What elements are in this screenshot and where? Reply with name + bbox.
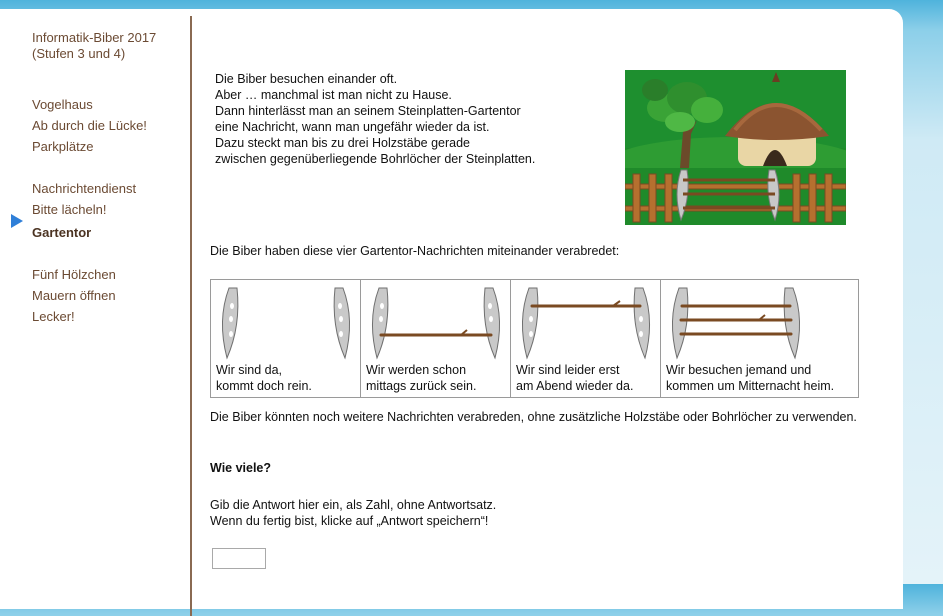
instruction-line2: Wenn du fertig bist, klicke auf „Antwort speichern“! <box>210 514 489 528</box>
intro-line: zwischen gegenüberliegende Bohrlöcher der Steinplatten. <box>215 152 536 166</box>
sidebar-item-bitte-laecheln[interactable]: Bitte lächeln! <box>32 202 107 217</box>
sidebar-item-parkplaetze[interactable]: Parkplätze <box>32 139 94 154</box>
messages-table <box>210 279 859 398</box>
message-text <box>666 362 834 394</box>
message-text <box>216 362 312 394</box>
message-line2: mittags zurück sein. <box>366 379 477 393</box>
instruction-line1: Gib die Antwort hier ein, als Zahl, ohne Antwortsatz. <box>210 498 497 512</box>
message-cell-4 <box>661 280 859 398</box>
message-line2: am Abend wieder da. <box>516 379 634 393</box>
message-text <box>366 362 476 394</box>
message-cell-1 <box>211 280 361 398</box>
message-cell-2 <box>361 280 511 398</box>
question-heading: Wie viele? <box>210 461 272 475</box>
intro-line: Dazu steckt man bis zu drei Holzstäbe gerade <box>215 136 470 150</box>
intro-line: eine Nachricht, wann man ungefähr wieder da ist. <box>215 120 490 134</box>
garden-gate-illustration <box>625 70 846 225</box>
sidebar-item-mauern-oeffnen[interactable]: Mauern öffnen <box>32 288 116 303</box>
intro-line: Dann hinterlässt man an seinem Steinplatten-Gartentor <box>215 104 521 118</box>
intro-text <box>215 71 535 167</box>
sidebar-title-line1: Informatik-Biber 2017 <box>32 30 157 45</box>
answer-instructions <box>210 497 496 529</box>
message-line2: kommt doch rein. <box>216 379 312 393</box>
gate-no-sticks-icon <box>213 282 359 362</box>
active-item-arrow-icon <box>11 214 23 228</box>
intro-line: Aber … manchmal ist man nicht zu Hause. <box>215 88 452 102</box>
message-line1: Wir sind da, <box>216 363 282 377</box>
gate-top-stick-icon <box>513 282 659 362</box>
gate-bottom-stick-icon <box>363 282 509 362</box>
sidebar-title-line2: (Stufen 3 und 4) <box>32 46 126 61</box>
sidebar-divider <box>190 16 192 616</box>
answer-input[interactable] <box>212 548 266 569</box>
sidebar-item-gartentor[interactable]: Gartentor <box>32 225 92 240</box>
message-line2: kommen um Mitternacht heim. <box>666 379 835 393</box>
message-cell-3 <box>511 280 661 398</box>
intro-line: Die Biber besuchen einander oft. <box>215 72 398 86</box>
message-line1: Wir besuchen jemand und <box>666 363 812 377</box>
additional-messages-text: Die Biber könnten noch weitere Nachrichten verabreden, ohne zusätzliche Holzstäbe oder Bohrlöcher zu verwenden. <box>210 410 857 424</box>
messages-lead-text: Die Biber haben diese vier Gartentor-Nachrichten miteinander verabredet: <box>210 244 620 258</box>
sidebar-title <box>32 30 156 62</box>
sidebar-item-lecker[interactable]: Lecker! <box>32 309 75 324</box>
gate-three-sticks-icon <box>663 282 809 362</box>
message-text <box>516 362 633 394</box>
sidebar-item-nachrichtendienst[interactable]: Nachrichtendienst <box>32 181 137 196</box>
sidebar-item-fuenf-hoelzchen[interactable]: Fünf Hölzchen <box>32 267 116 282</box>
message-line1: Wir werden schon <box>366 363 467 377</box>
message-line1: Wir sind leider erst <box>516 363 620 377</box>
sidebar-item-ab-durch-die-luecke[interactable]: Ab durch die Lücke! <box>32 118 147 133</box>
sidebar-item-vogelhaus[interactable]: Vogelhaus <box>32 97 93 112</box>
